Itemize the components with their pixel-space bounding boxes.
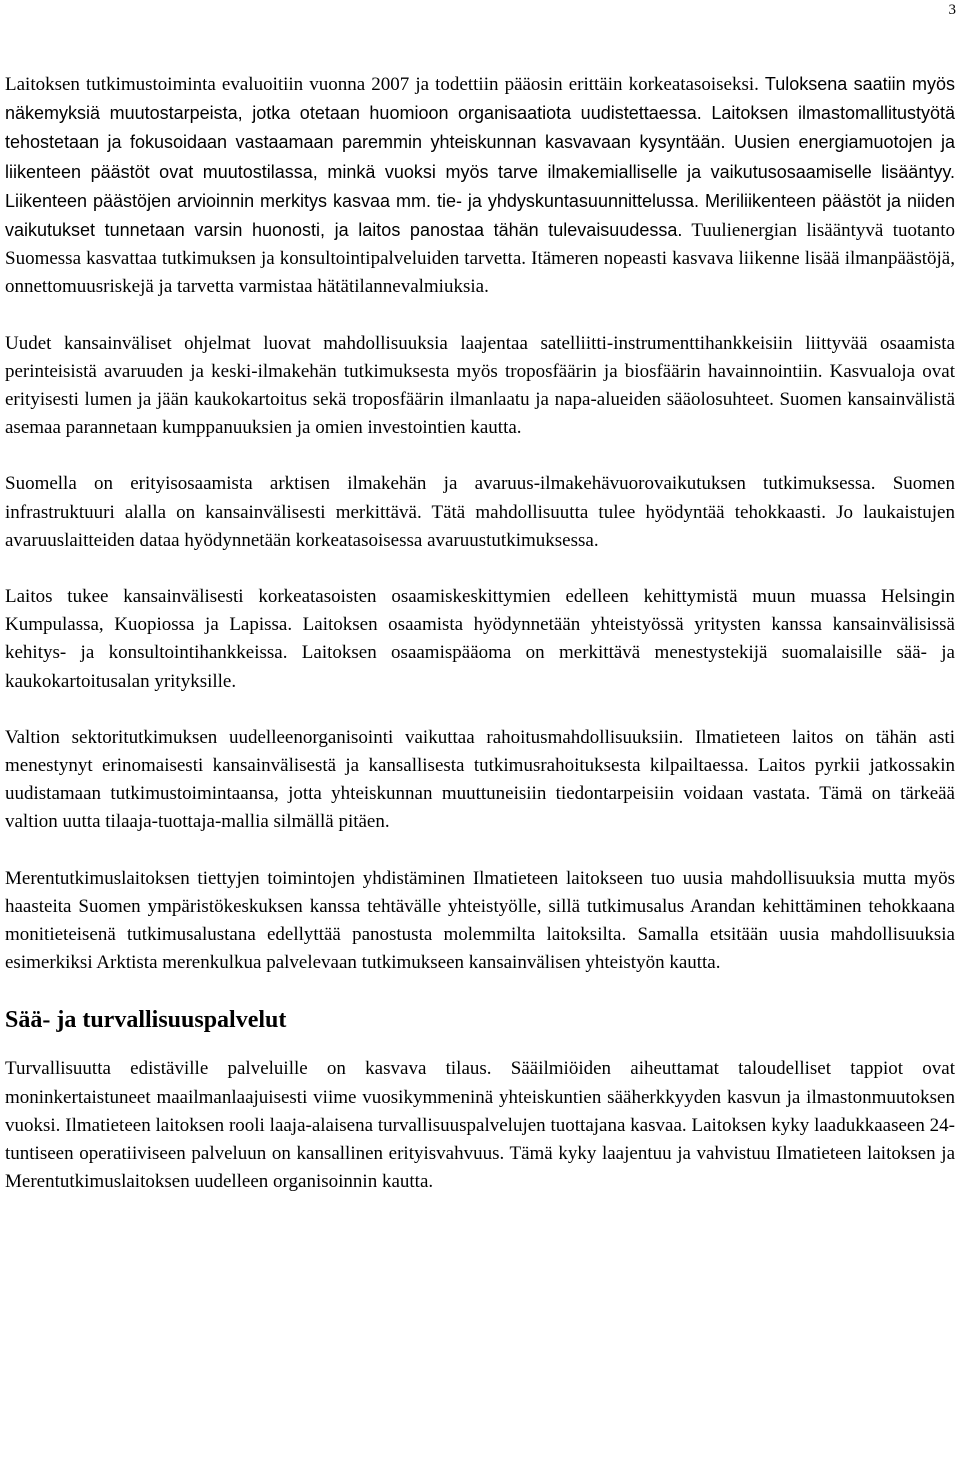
paragraph-sector-research: Valtion sektoritutkimuksen uudelleenorganisointi vaikuttaa rahoitusmahdollisuuksiin. Ilmatieteen laitos on tähän asti menestynyt erinomaisesti kansainvälisestä ja kansallisesta tutkimusrahoituksesta kilpailtaessa. Laitos pyrkii jatkossakin uudistamaan tutkimustoimintaansa, jotta yhteiskunnan muuttuneisiin tiedontarpeisiin voidaan vastata. Tämä on tärkeää valtion uutta tilaaja-tuottaja-mallia silmällä pitäen. [5, 726, 955, 833]
paragraph-arctic-expertise: Suomella on erityisosaamista arktisen ilmakehän ja avaruus-ilmakehävuorovaikutuksen tutkimuksessa. Suomen infrastruktuuri alalla on kansainvälisesti merkittävä. Tätä mahdollisuutta tulee hyödyntää tehokkaasti. Jo laukaistujen avaruuslaitteiden dataa hyödynnetään korkeatasoisessa avaruustutkimuksessa. [5, 473, 955, 551]
paragraph-international-programs: Uudet kansainväliset ohjelmat luovat mahdollisuuksia laajentaa satelliitti-instrumenttihankkeisiin liittyvää osaamista perinteisistä avaruuden ja keski-ilmakehän tutkimuksesta myös troposfäärin ja biosfäärin havainnointiin. Kasvualoja ovat erityisesti lumen ja jään kaukokartoitus sekä troposfäärin ilmanlaatu ja napa-alueiden sääolosuhteet. Suomen kansainvälistä asemaa parannetaan kumppanuuksien ja omien investointien kautta. [5, 332, 955, 439]
page-number: 3 [948, 2, 956, 18]
paragraph-safety-services: Turvallisuutta edistäville palveluille on kasvava tilaus. Sääilmiöiden aiheuttamat taloudelliset tappiot ovat moninkertaistuneet maailmanlaajuisesti viime vuosikymmeninä yhteiskuntien sääherkkyyden kasvun ja ilmastonmuutoksen vuoksi. Ilmatieteen laitoksen rooli laaja-alaisena turvallisuuspalvelujen tuottajana kasvaa. Laitoksen kyky laadukkaaseen 24-tuntiseen operatiiviseen palveluun on kansallinen erityisvahvuus. Tämä kyky laajentuu ja vahvistuu Ilmatieteen laitoksen ja Merentutkimuslaitoksen uudelleen organisoinnin kautta. [5, 1058, 955, 1193]
paragraph-text: Laitoksen tutkimustoiminta evaluoitiin vuonna 2007 ja todettiin pääosin erittäin korkeatasoiseksi. [5, 74, 759, 95]
paragraph-text: Tuloksena saatiin myös näkemyksiä muutostarpeista, jotka otetaan huomioon organisaatiota uudistettaessa. Laitoksen ilmastomallitustyötä tehostetaan ja fokusoidaan vastaamaan paremmin yhteiskunnan kasvavaan kysyntään. Uusien energiamuotojen ja liikenteen päästöt ovat muutostilassa, minkä vuoksi myös tarve ilmakemialliselle ja vaikutusosaamiselle lisääntyy. Liikenteen päästöjen arvioinnin merkitys kasvaa mm. tie- ja yhdyskuntasuunnittelussa. Meriliikenteen päästöt ja niiden vaikutukset tunnetaan varsin huonosti, ja laitos panostaa tähän tulevaisuudessa. [5, 74, 956, 241]
paragraph-competence-centers: Laitos tukee kansainvälisesti korkeatasoisten osaamiskeskittymien edelleen kehittymistä muun muassa Helsingin Kumpulassa, Kuopiossa ja Lapissa. Laitoksen osaamista hyödynnetään yhteistyössä yritysten kanssa kansainvälisissä kehitys- ja konsultointihankkeissa. Laitoksen osaamispääoma on merkittävä menestystekijä suomalaisille sää- ja kaukokartoitusalan yrityksille. [5, 586, 955, 692]
section-heading: Sää- ja turvallisuuspalvelut [5, 1007, 287, 1034]
paragraph-marine-research-merger: Merentutkimuslaitoksen tiettyjen toimintojen yhdistäminen Ilmatieteen laitokseen tuo uusia mahdollisuuksia mutta myös haasteita Suomen ympäristökeskuksen kanssa tehtävälle yhteistyölle, sillä tutkimusalus Arandan kehittäminen tehokkaana monitieteisenä tutkimusalustana edellyttää panostusta molemmilta laitoksilta. Samalla etsitään uusia mahdollisuuksia esimerkiksi Arktista merenkulkua palvelevaan tutkimukseen kansainvälisen yhteistyön kautta. [5, 867, 955, 974]
paragraph-research-evaluation [5, 70, 955, 302]
paragraph-text: Tuulienergian lisääntyvä tuotanto Suomessa kasvattaa tutkimuksen ja konsultointipalveluiden tarvetta. Itämeren nopeasti kasvava liikenne lisää ilmanpäästöjä, onnettomuusriskejä ja tarvetta varmistaa hätätilannevalmiuksia. [5, 220, 955, 298]
document-body [5, 70, 955, 1225]
